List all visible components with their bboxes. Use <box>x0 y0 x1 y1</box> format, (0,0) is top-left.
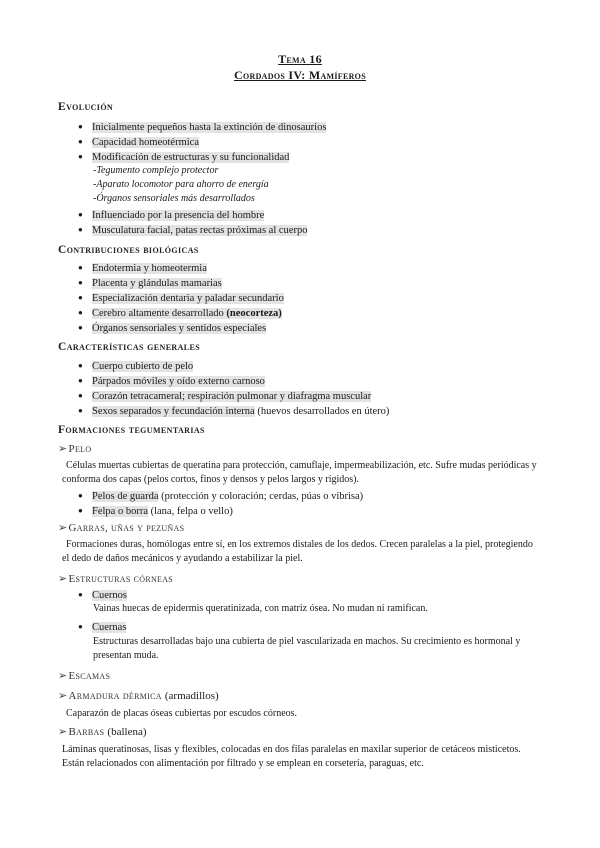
list-item: ● Capacidad homeotérmica <box>78 137 199 148</box>
paragraph-cuernos: Vainas huecas de epidermis queratinizada, con matriz ósea. No mudan ni ramifican. <box>93 603 428 614</box>
arrow-icon: ➢ <box>58 573 68 585</box>
list-item: ● Especialización dentaria y paladar secundario <box>78 293 284 304</box>
list-item: ● Modificación de estructuras y su funcionalidad <box>78 152 290 163</box>
list-item: ● Placenta y glándulas mamarias <box>78 278 222 289</box>
list-item: ● Cuernas <box>78 622 127 633</box>
bullet-icon: ● <box>78 152 83 161</box>
arrow-icon: ➢ <box>58 690 68 702</box>
subsection-pelo: ➢Pelo <box>58 443 92 455</box>
paragraph-cuernas: Estructuras desarrolladas bajo una cubierta de piel vascularizada en machos. Su crecimiento es hormonal y presentan muda. <box>93 636 521 661</box>
bullet-icon: ● <box>78 308 83 317</box>
bullet-icon: ● <box>78 137 83 146</box>
subsection-armadura: ➢Armadura dérmica (armadillos) <box>58 690 219 702</box>
paragraph-barbas: Láminas queratinosas, lisas y flexibles, colocadas en dos filas paralelas en maxilar superior de cetáceos misticetos. Están relacionados con alimentación por filtrado y se emplean en corsetería, paraguas, etc. <box>62 744 521 769</box>
bullet-icon: ● <box>78 391 83 400</box>
bullet-icon: ● <box>78 293 83 302</box>
subsection-garras: ➢Garras, uñas y pezuñas <box>58 522 185 534</box>
bullet-icon: ● <box>78 323 83 332</box>
list-item: ● Inicialmente pequeños hasta la extinción de dinosaurios <box>78 122 327 133</box>
sub-item: -Órganos sensoriales más desarrollados <box>93 193 255 204</box>
subsection-barbas: ➢Barbas (ballena) <box>58 726 147 738</box>
list-item: ● Pelos de guarda (protección y coloración; cerdas, púas o vibrisa) <box>78 491 364 502</box>
section-heading-contribuciones: Contribuciones biológicas <box>58 244 199 256</box>
arrow-icon: ➢ <box>58 522 68 534</box>
list-item: ● Cuerpo cubierto de pelo <box>78 361 194 372</box>
list-item: ● Sexos separados y fecundación interna (huevos desarrollados en útero) <box>78 406 390 417</box>
bullet-icon: ● <box>78 406 83 415</box>
subsection-estructuras: ➢Estructuras córneas <box>58 573 174 585</box>
bullet-icon: ● <box>78 278 83 287</box>
arrow-icon: ➢ <box>58 726 68 738</box>
list-item: ● Influenciado por la presencia del hombre <box>78 210 265 221</box>
section-heading-formaciones: Formaciones tegumentarias <box>58 424 205 436</box>
list-item: ● Endotermia y homeotermia <box>78 263 207 274</box>
doc-title-number: Tema 16 <box>278 52 322 66</box>
paragraph-pelo: Células muertas cubiertas de queratina para protección, camuflaje, impermeabilización, etc. Sufre mudas periódicas y conforma dos capas (pelos cortos, finos y densos y pelos largos y rígidos). <box>62 460 537 485</box>
doc-title: Cordados IV: Mamíferos <box>234 68 366 82</box>
bullet-icon: ● <box>78 122 83 131</box>
bullet-icon: ● <box>78 506 83 515</box>
bullet-icon: ● <box>78 590 83 599</box>
bullet-icon: ● <box>78 491 83 500</box>
list-item: ● Musculatura facial, patas rectas próximas al cuerpo <box>78 225 308 236</box>
list-item: ● Órganos sensoriales y sentidos especiales <box>78 323 267 334</box>
bullet-icon: ● <box>78 622 83 631</box>
arrow-icon: ➢ <box>58 670 68 682</box>
paragraph-armadura: Caparazón de placas óseas cubiertas por escudos córneos. <box>66 708 298 719</box>
list-item: ● Cuernos <box>78 590 127 601</box>
bullet-icon: ● <box>78 376 83 385</box>
section-heading-evolucion: Evolución <box>58 101 114 113</box>
section-heading-caracteristicas: Características generales <box>58 341 201 353</box>
bullet-icon: ● <box>78 210 83 219</box>
bullet-icon: ● <box>78 361 83 370</box>
sub-item: -Tegumento complejo protector <box>93 165 219 176</box>
paragraph-garras: Formaciones duras, homólogas entre sí, en los extremos distales de los dedos. Crecen paralelas a la piel, protegiendo el dedo de daños mecánicos y ayudando a estabilizar la piel. <box>62 539 533 564</box>
subsection-escamas: ➢Escamas <box>58 670 111 682</box>
bullet-icon: ● <box>78 263 83 272</box>
list-item: ● Felpa o borra (lana, felpa o vello) <box>78 506 233 517</box>
bullet-icon: ● <box>78 225 83 234</box>
list-item: ● Corazón tetracameral; respiración pulmonar y diafragma muscular <box>78 391 372 402</box>
arrow-icon: ➢ <box>58 443 68 455</box>
list-item: ● Cerebro altamente desarrollado (neocorteza) <box>78 308 282 319</box>
list-item: ● Párpados móviles y oído externo carnoso <box>78 376 265 387</box>
sub-item: -Aparato locomotor para ahorro de energía <box>93 179 269 190</box>
